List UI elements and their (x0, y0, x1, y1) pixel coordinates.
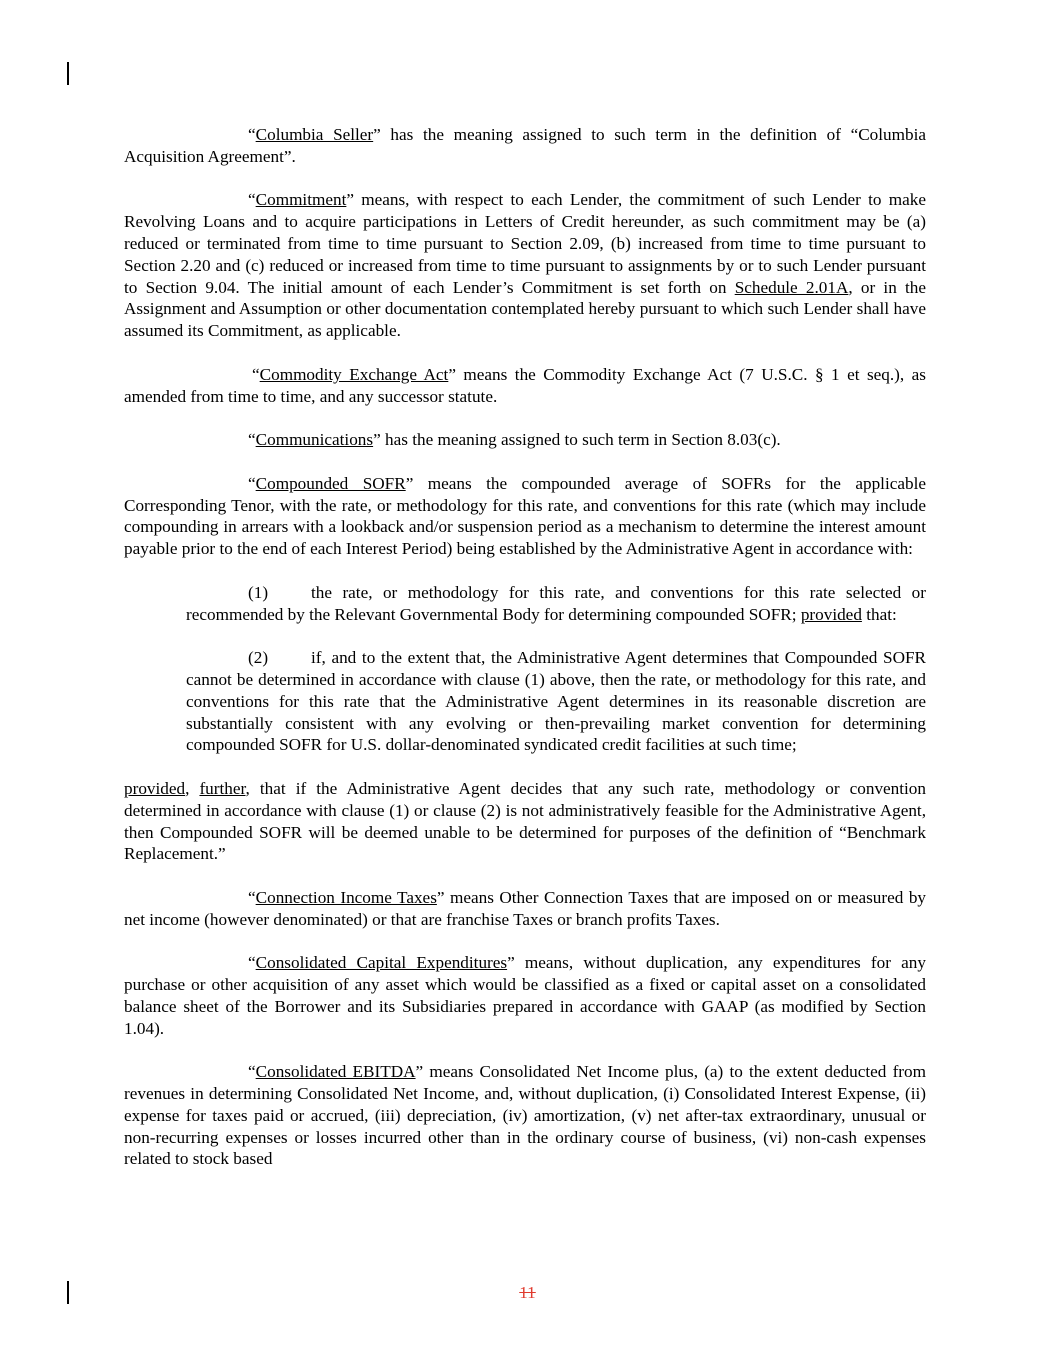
page-number: 11 (519, 1283, 536, 1302)
definition-text: ” means the Commodity Exchange Act (7 U.S.C. § 1 et seq.), as amended from time to time, and any successor statute. (124, 364, 926, 406)
definition-text: ” has the meaning assigned to such term in Section 8.03(c). (373, 430, 781, 450)
compounded-sofr-proviso (124, 778, 926, 865)
definition-text: ” means Other Connection Taxes that are imposed on or measured by net income (however denominated) or that are franchise Taxes or branch profits Taxes. (124, 887, 927, 929)
defined-term: Commitment (255, 190, 347, 210)
definition-text: ” means, with respect to each Lender, the commitment of such Lender to make Revolving Loans and to acquire participations in Letters of Credit hereunder, as such commitment may be (a) reduced or terminated from time to time pursuant to Section 2.09, (b) increased from time to time pursuant to Section 2.20 and (c) reduced or increased from time to time pursuant to assignments by or to such Lender pursuant to Section 9.04. The initial amount of each Lender’s Commitment is set forth on (124, 190, 926, 297)
further-term: further (199, 778, 246, 798)
definition-consolidated-ebitda: “Consolidated EBITDA” means Consolidated Net Income plus, (a) to the extent deducted from revenues in determining Consolidated Net Income, and, without duplication, (i) Consolidated Interest Expense, (ii) expense for taxes paid or accrued, (iii) depreciation, (iv) amortization, (v) net after-tax extraordinary, unusual or non-recurring expenses or losses incurred other than in the ordinary course of business, (vi) non-cash expenses related to stock based (124, 1062, 926, 1169)
proviso-text: , that if the Administrative Agent decides that any such rate, methodology or convention determined in accordance with clause (1) or clause (2) is not administratively feasible for the Administrative Agent, then Compounded SOFR will be deemed unable to be determined for purposes of the definition of “Benchmark Replacement.” (124, 778, 926, 864)
defined-term: Columbia Seller (255, 125, 374, 144)
provided-term: provided (124, 778, 186, 798)
definition-columbia-seller: “Columbia Seller” has the meaning assigned to such term in the definition of “Columbia Acquisition Agreement”. (124, 125, 927, 166)
schedule-reference: Schedule 2.01A (734, 277, 849, 297)
defined-term: Connection Income Taxes (255, 887, 437, 907)
defined-term: Consolidated Capital Expenditures (255, 953, 508, 973)
definition-commodity-exchange-act: “Commodity Exchange Act” means the Commodity Exchange Act (7 U.S.C. § 1 et seq.), as amended from time to time, and any successor statute. (124, 364, 926, 406)
defined-term: Consolidated EBITDA (255, 1062, 416, 1082)
definition-text-continued: , or in the Assignment and Assumption or other documentation contemplated hereby pursuant to which such Lender shall have assumed its Commitment, as applicable. (124, 277, 926, 341)
definition-text: ” means Consolidated Net Income plus, (a) to the extent deducted from revenues in determining Consolidated Net Income, and, without duplication, (i) Consolidated Interest Expense, (ii) expense for taxes paid or accrued, (iii) depreciation, (iv) amortization, (v) net after-tax extraordinary, unusual or non-recurring expenses or losses incurred other than in the ordinary course of business, (vi) non-cash expenses related to stock based (124, 1062, 926, 1169)
definition-communications: “Communications” has the meaning assigned to such term in Section 8.03(c). (248, 430, 781, 450)
clause-number: (1) (248, 582, 269, 602)
document-body (124, 124, 926, 1170)
clause-text: the rate, or methodology for this rate, and conventions for this rate selected or recommended by the Relevant Governmental Body for determining compounded SOFR; (186, 582, 926, 624)
definition-connection-income-taxes: “Connection Income Taxes” means Other Connection Taxes that are imposed on or measured by net income (however denominated) or that are franchise Taxes or branch profits Taxes. (124, 887, 927, 929)
definition-text: ” means the compounded average of SOFRs for the applicable Corresponding Tenor, with the rate, or methodology for this rate, and conventions for this rate (which may include compounding in arrears with a lookback and/or suspension period as a mechanism to determine the interest amount payable prior to the end of each Interest Period) being established by the Administrative Agent in accordance with: (124, 473, 926, 559)
proviso-comma: , (185, 778, 200, 798)
compounded-sofr-clause-2 (186, 647, 926, 756)
defined-term: Compounded SOFR (255, 473, 406, 493)
provided-term: provided (800, 604, 862, 624)
change-bar-top (67, 62, 69, 85)
defined-term: Commodity Exchange Act (259, 364, 449, 384)
clause-tail: that: (861, 604, 897, 624)
definition-commitment: “Commitment” means, with respect to each Lender, the commitment of such Lender to make Revolving Loans and to acquire participations in Letters of Credit hereunder, as such commitment may be (a) reduced or terminated from time to time pursuant to Section 2.09, (b) increased from time to time pursuant to Section 2.20 and (c) reduced or increased from time to time pursuant to assignments by or to such Lender pursuant to Section 9.04. The initial amount of each Lender’s Commitment is set forth on Schedule 2.01A, or in the Assignment and Assumption or other documentation contemplated hereby pursuant to which such Lender shall have assumed its Commitment, as applicable. (124, 190, 926, 341)
definition-consolidated-capital-expenditures: “Consolidated Capital Expenditures” means, without duplication, any expenditures for any purchase or other acquisition of any asset which would be classified as a fixed or capital asset on a consolidated balance sheet of the Borrower and its Subsidiaries prepared in accordance with GAAP (as modified by Section 1.04). (124, 953, 926, 1038)
clause-number: (2) (248, 648, 269, 668)
definition-text: ” has the meaning assigned to such term in the definition of “Columbia Acquisition Agreement”. (124, 125, 927, 166)
clause-text: if, and to the extent that, the Administrative Agent determines that Compounded SOFR cannot be determined in accordance with clause (1) above, then the rate, or methodology for this rate, and conventions for this rate that the Administrative Agent determines in its reasonable discretion are substantially consistent with any evolving or then-prevailing market convention for determining compounded SOFR for U.S. dollar-denominated syndicated credit facilities at such time; (186, 648, 926, 755)
defined-term: Communications (255, 430, 374, 450)
definition-text: ” means, without duplication, any expenditures for any purchase or other acquisition of any asset which would be classified as a fixed or capital asset on a consolidated balance sheet of the Borrower and its Subsidiaries prepared in accordance with GAAP (as modified by Section 1.04). (124, 953, 926, 1038)
compounded-sofr-clause-1 (186, 582, 926, 626)
definition-compounded-sofr: “Compounded SOFR” means the compounded average of SOFRs for the applicable Corresponding Tenor, with the rate, or methodology for this rate, and conventions for this rate (which may include compounding in arrears with a lookback and/or suspension period as a mechanism to determine the interest amount payable prior to the end of each Interest Period) being established by the Administrative Agent in accordance with: (124, 473, 926, 559)
